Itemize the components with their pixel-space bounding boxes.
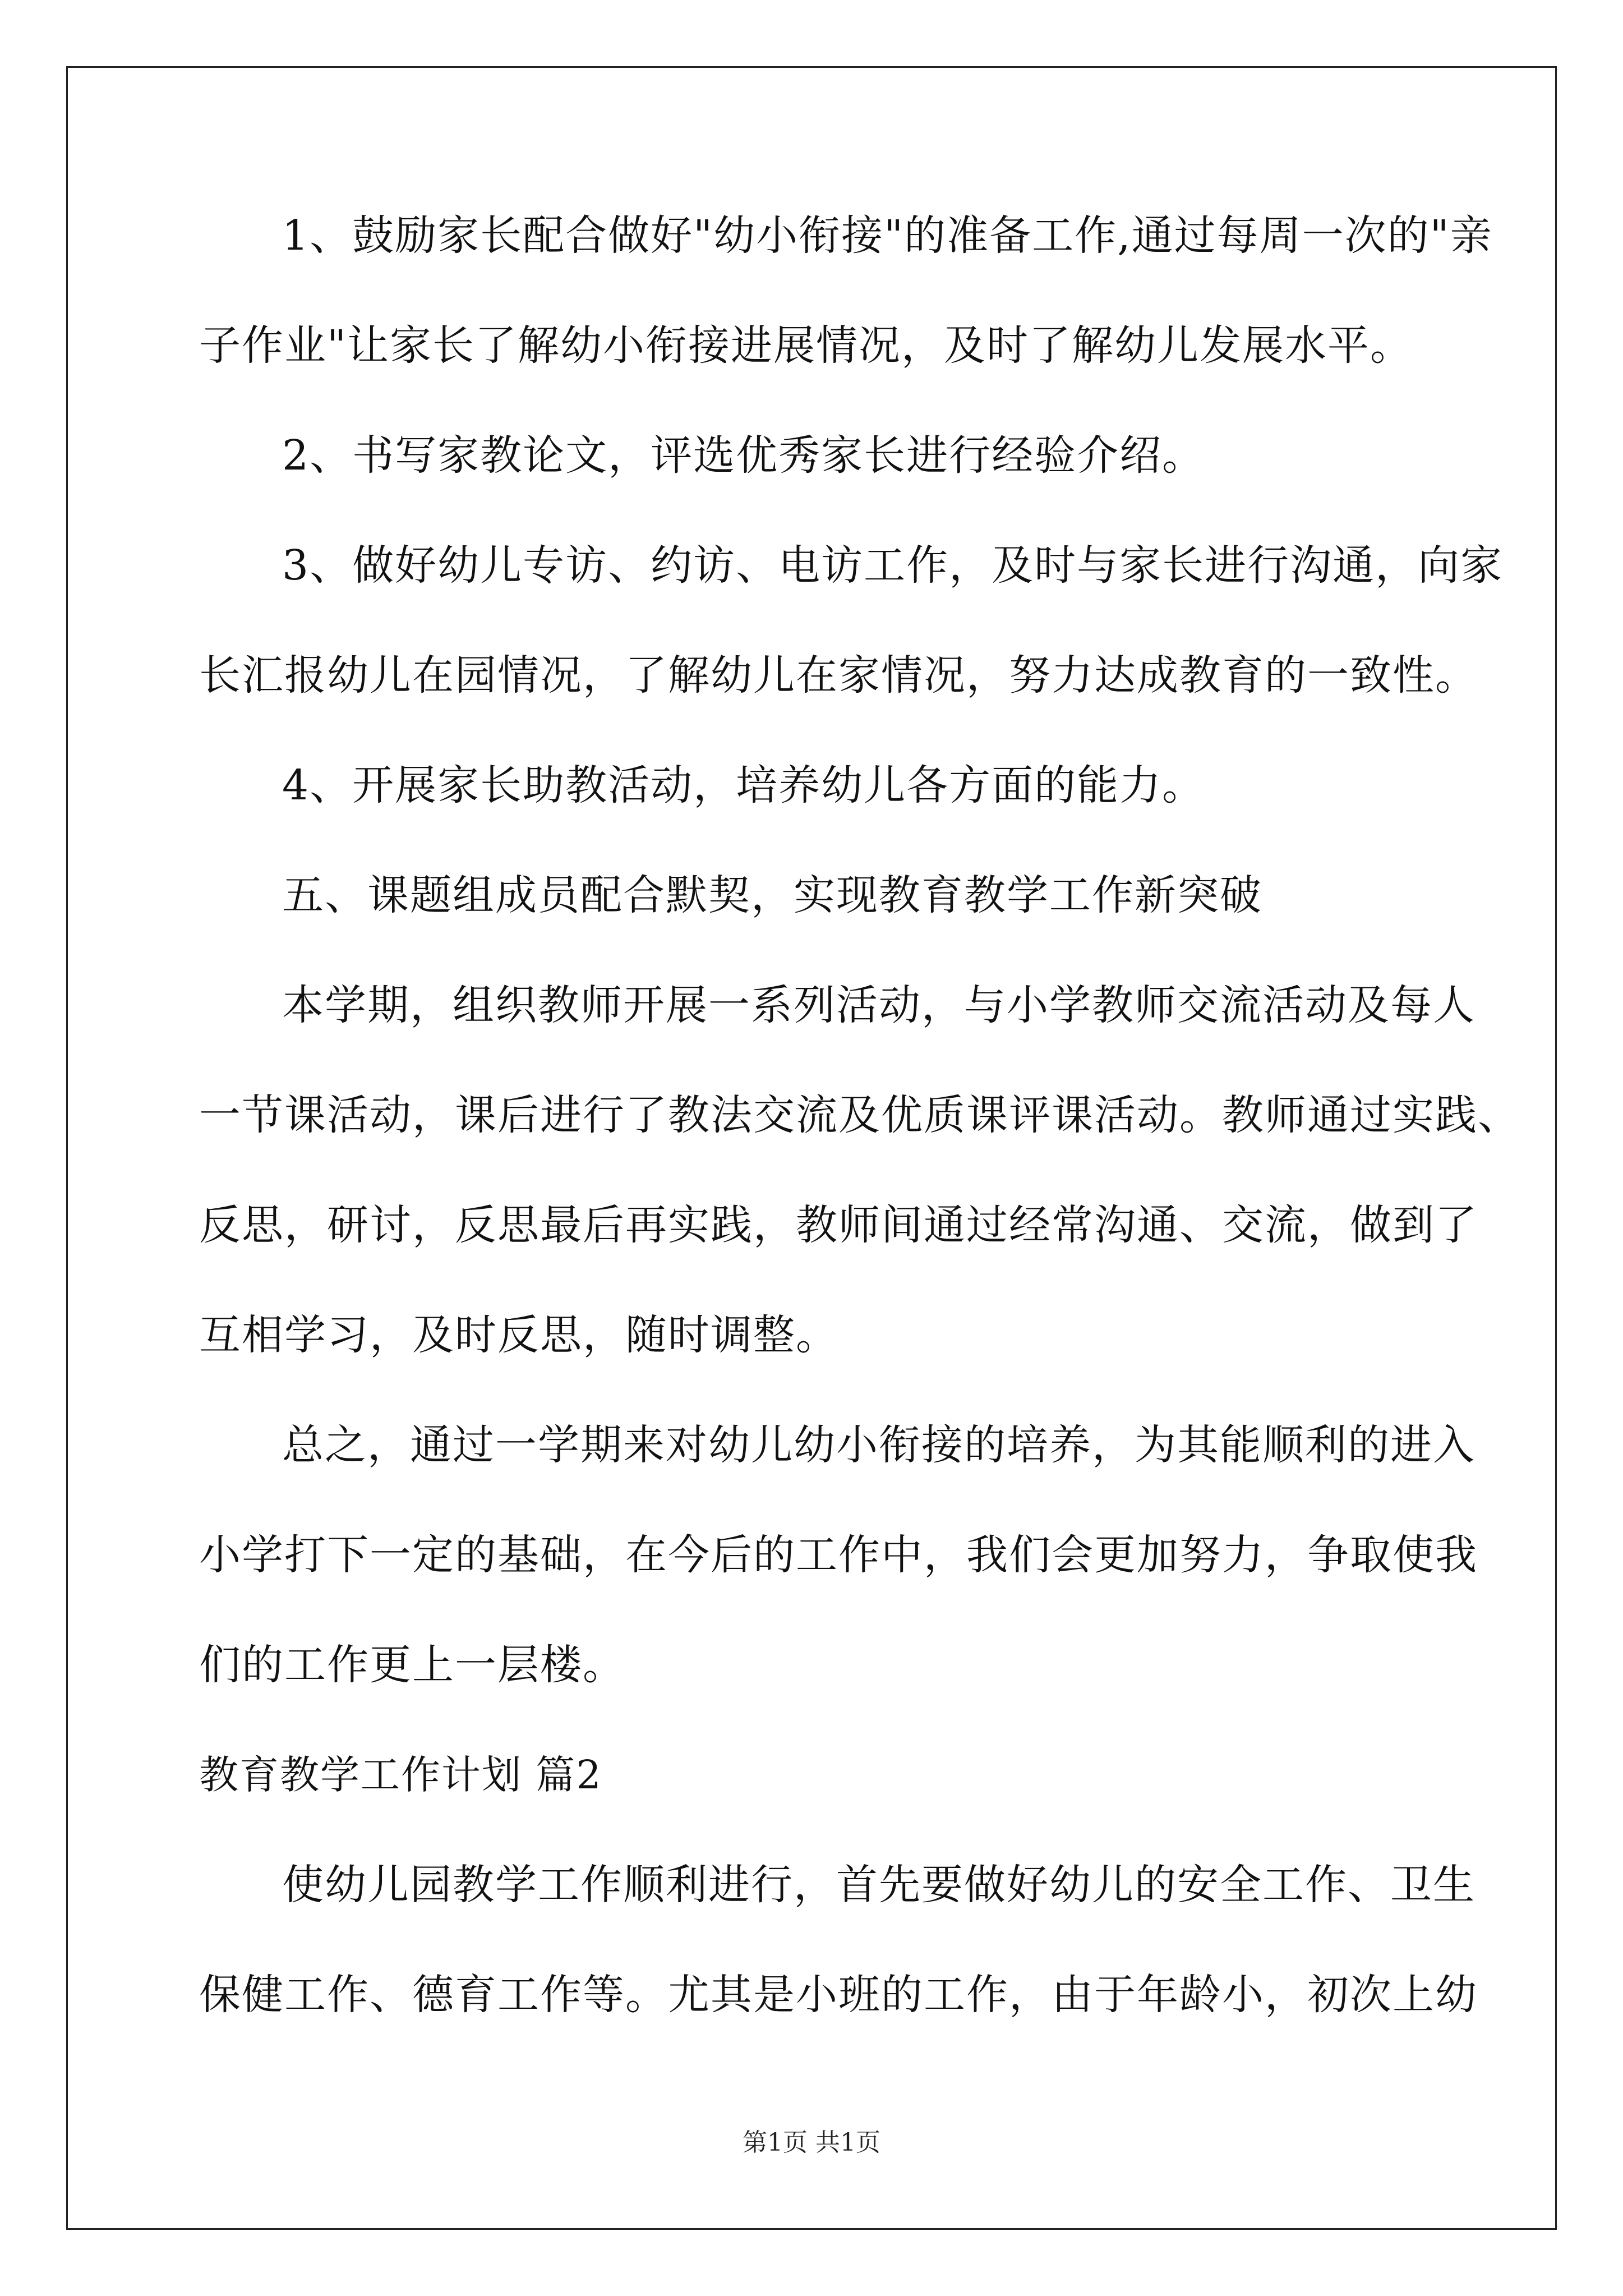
paragraph-line: 3、做好幼儿专访、约访、电访工作，及时与家长进行沟通，向家 [282,541,1504,590]
paragraph-line: 2、书写家教论文，评选优秀家长进行经验介绍。 [282,431,1205,480]
paragraph-line: 互相学习，及时反思，随时调整。 [199,1311,838,1359]
paragraph-line: 本学期，组织教师开展一系列活动，与小学教师交流活动及每人 [282,981,1476,1029]
paragraph-line: 们的工作更上一层楼。 [199,1641,625,1689]
paragraph-line: 使幼儿园教学工作顺利进行，首先要做好幼儿的安全工作、卫生 [282,1861,1476,1909]
paragraph-line: 1、鼓励家长配合做好"幼小衔接"的准备工作,通过每周一次的"亲 [282,211,1493,260]
paragraph-line: 一节课活动，课后进行了教法交流及优质课评课活动。教师通过实践、 [199,1091,1520,1139]
paragraph-line: 总之，通过一学期来对幼儿幼小衔接的培养，为其能顺利的进入 [282,1421,1476,1469]
paragraph-line: 子作业"让家长了解幼小衔接进展情况，及时了解幼儿发展水平。 [199,321,1413,370]
article-title: 教育教学工作计划 篇2 [199,1752,602,1798]
paragraph-line: 4、开展家长助教活动，培养幼儿各方面的能力。 [282,761,1205,809]
page-number: 第1页 共1页 [743,2128,880,2157]
paragraph-line: 反思，研讨，反思最后再实践，教师间通过经常沟通、交流，做到了 [199,1201,1478,1249]
paragraph-line: 长汇报幼儿在园情况，了解幼儿在家情况，努力达成教育的一致性。 [199,651,1478,700]
section-heading: 五、课题组成员配合默契，实现教育教学工作新突破 [282,871,1262,919]
paragraph-line: 小学打下一定的基础，在今后的工作中，我们会更加努力，争取使我 [199,1531,1478,1579]
paragraph-line: 保健工作、德育工作等。尤其是小班的工作，由于年龄小，初次上幼 [199,1971,1478,2019]
